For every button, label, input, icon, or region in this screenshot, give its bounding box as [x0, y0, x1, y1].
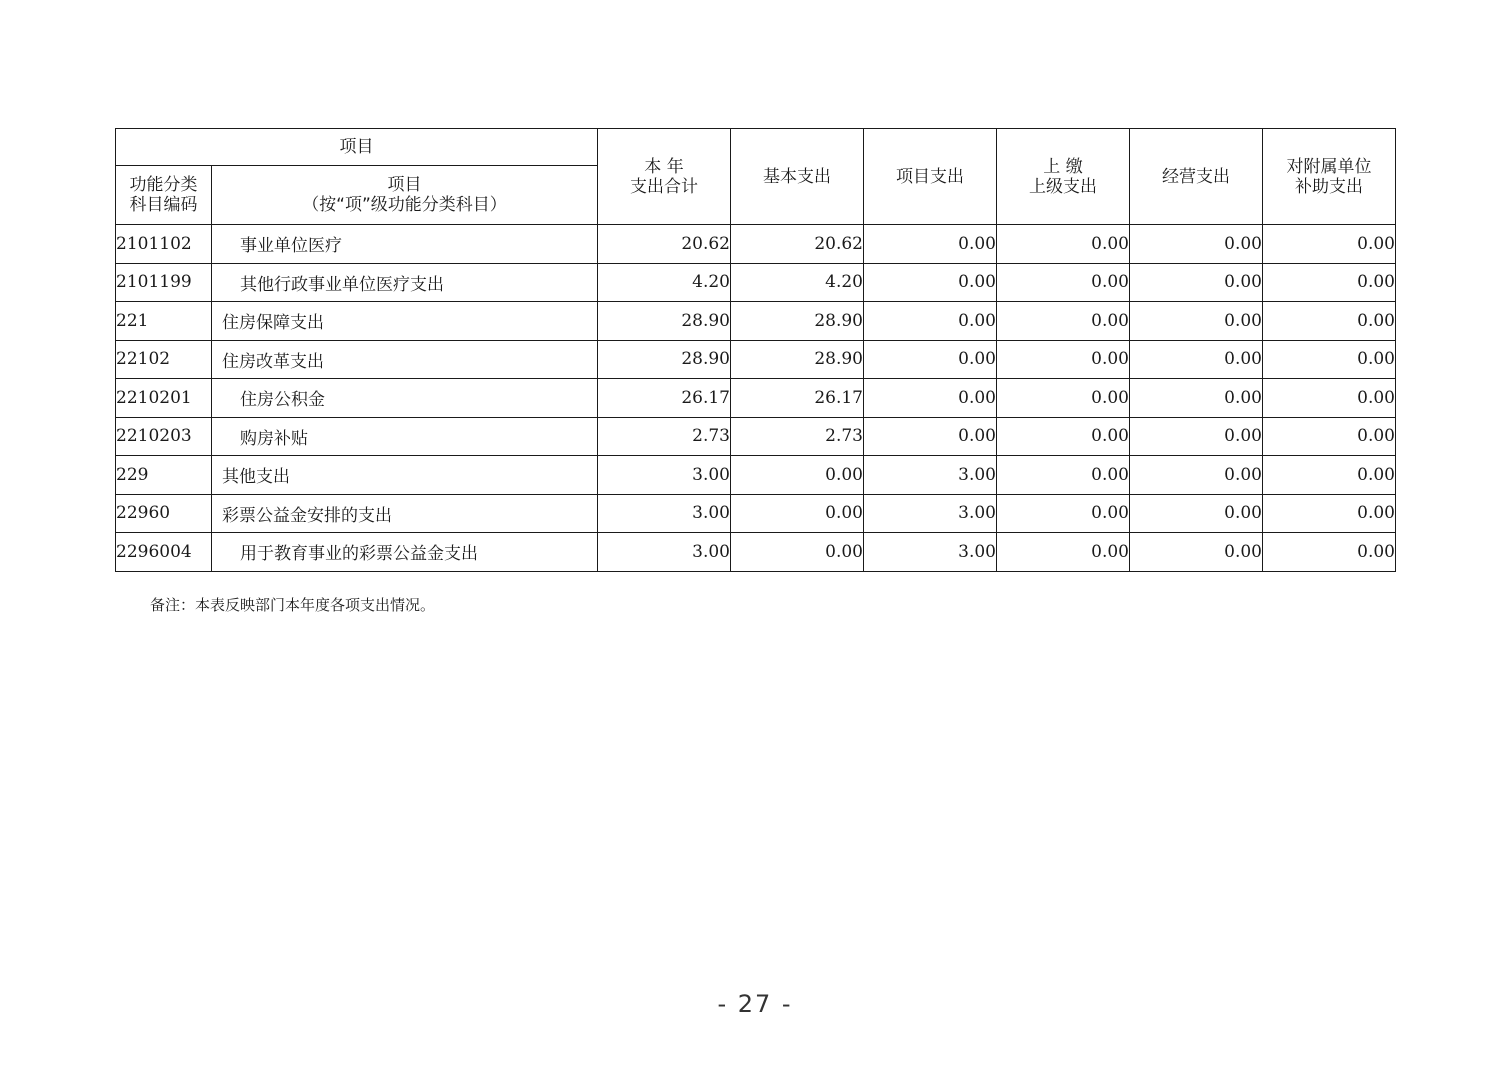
row-code: 2296004: [116, 533, 212, 572]
header-subsidy-line-1: 对附属单位: [1286, 156, 1372, 177]
row-name: 其他支出: [212, 456, 598, 495]
header-code-line-1: 功能分类: [129, 175, 198, 195]
row-project: 3.00: [864, 456, 997, 495]
row-operating: 0.00: [1130, 456, 1263, 495]
header-code-line-2: 科目编码: [129, 195, 198, 215]
row-subsidy: 0.00: [1263, 340, 1396, 379]
row-project: 0.00: [864, 340, 997, 379]
header-upper: [997, 129, 1130, 225]
page-number: - 27 -: [717, 990, 793, 1018]
row-subsidy: 0.00: [1263, 263, 1396, 302]
header-upper-line-2: 上级支出: [1029, 176, 1097, 197]
row-project: 0.00: [864, 417, 997, 456]
expenditure-table: [115, 128, 1396, 572]
row-code: 2101199: [116, 263, 212, 302]
table-note: 备注：本表反映部门本年度各项支出情况。: [150, 596, 436, 614]
row-upper: 0.00: [997, 379, 1130, 418]
header-subsidy: [1263, 129, 1396, 225]
row-project: 3.00: [864, 494, 997, 533]
header-basic: 基本支出: [731, 129, 864, 225]
row-basic: 28.90: [731, 302, 864, 341]
row-project: 3.00: [864, 533, 997, 572]
header-code: [116, 166, 212, 225]
row-upper: 0.00: [997, 494, 1130, 533]
table-row: [116, 494, 1396, 533]
table-row: [116, 533, 1396, 572]
row-operating: 0.00: [1130, 379, 1263, 418]
row-project: 0.00: [864, 263, 997, 302]
row-project: 0.00: [864, 225, 997, 264]
header-total-line-2: 支出合计: [630, 176, 698, 197]
row-name: 住房公积金: [212, 379, 598, 418]
row-basic: 0.00: [731, 456, 864, 495]
row-basic: 0.00: [731, 494, 864, 533]
row-operating: 0.00: [1130, 340, 1263, 379]
row-name: 用于教育事业的彩票公益金支出: [212, 533, 598, 572]
header-project: 项目支出: [864, 129, 997, 225]
row-total: 4.20: [598, 263, 731, 302]
row-basic: 26.17: [731, 379, 864, 418]
row-total: 3.00: [598, 533, 731, 572]
row-subsidy: 0.00: [1263, 302, 1396, 341]
row-code: 2210201: [116, 379, 212, 418]
row-basic: 2.73: [731, 417, 864, 456]
row-code: 22960: [116, 494, 212, 533]
row-code: 2101102: [116, 225, 212, 264]
row-basic: 28.90: [731, 340, 864, 379]
row-code: 2210203: [116, 417, 212, 456]
header-subsidy-line-2: 补助支出: [1295, 176, 1363, 197]
header-total: [598, 129, 731, 225]
table-row: [116, 379, 1396, 418]
table-row: [116, 263, 1396, 302]
row-name: 购房补贴: [212, 417, 598, 456]
header-name: [212, 166, 598, 225]
row-name: 住房改革支出: [212, 340, 598, 379]
row-upper: 0.00: [997, 263, 1130, 302]
row-basic: 20.62: [731, 225, 864, 264]
row-total: 28.90: [598, 302, 731, 341]
row-operating: 0.00: [1130, 494, 1263, 533]
row-upper: 0.00: [997, 340, 1130, 379]
row-code: 22102: [116, 340, 212, 379]
row-total: 26.17: [598, 379, 731, 418]
header-name-line-1: 项目: [387, 175, 422, 195]
header-operating: 经营支出: [1130, 129, 1263, 225]
row-name: 彩票公益金安排的支出: [212, 494, 598, 533]
row-subsidy: 0.00: [1263, 417, 1396, 456]
row-name: 事业单位医疗: [212, 225, 598, 264]
row-upper: 0.00: [997, 533, 1130, 572]
row-total: 28.90: [598, 340, 731, 379]
row-project: 0.00: [864, 302, 997, 341]
row-basic: 4.20: [731, 263, 864, 302]
row-subsidy: 0.00: [1263, 379, 1396, 418]
row-operating: 0.00: [1130, 263, 1263, 302]
row-upper: 0.00: [997, 456, 1130, 495]
row-name: 住房保障支出: [212, 302, 598, 341]
row-code: 229: [116, 456, 212, 495]
row-subsidy: 0.00: [1263, 456, 1396, 495]
row-upper: 0.00: [997, 302, 1130, 341]
row-code: 221: [116, 302, 212, 341]
header-total-line-1: 本 年: [644, 156, 684, 177]
row-subsidy: 0.00: [1263, 225, 1396, 264]
header-upper-line-1: 上 缴: [1043, 156, 1083, 177]
table-row: [116, 417, 1396, 456]
table-row: [116, 340, 1396, 379]
row-operating: 0.00: [1130, 302, 1263, 341]
table-row: [116, 456, 1396, 495]
row-operating: 0.00: [1130, 533, 1263, 572]
row-upper: 0.00: [997, 225, 1130, 264]
row-project: 0.00: [864, 379, 997, 418]
table-body: [116, 225, 1396, 572]
table-row: [116, 225, 1396, 264]
row-subsidy: 0.00: [1263, 533, 1396, 572]
row-total: 20.62: [598, 225, 731, 264]
row-subsidy: 0.00: [1263, 494, 1396, 533]
row-total: 3.00: [598, 494, 731, 533]
row-basic: 0.00: [731, 533, 864, 572]
row-upper: 0.00: [997, 417, 1130, 456]
header-name-line-2: （按“项”级功能分类科目）: [302, 195, 507, 215]
row-name: 其他行政事业单位医疗支出: [212, 263, 598, 302]
header-item-group: 项目: [116, 129, 598, 166]
row-total: 2.73: [598, 417, 731, 456]
row-operating: 0.00: [1130, 225, 1263, 264]
row-operating: 0.00: [1130, 417, 1263, 456]
row-total: 3.00: [598, 456, 731, 495]
table-row: [116, 302, 1396, 341]
